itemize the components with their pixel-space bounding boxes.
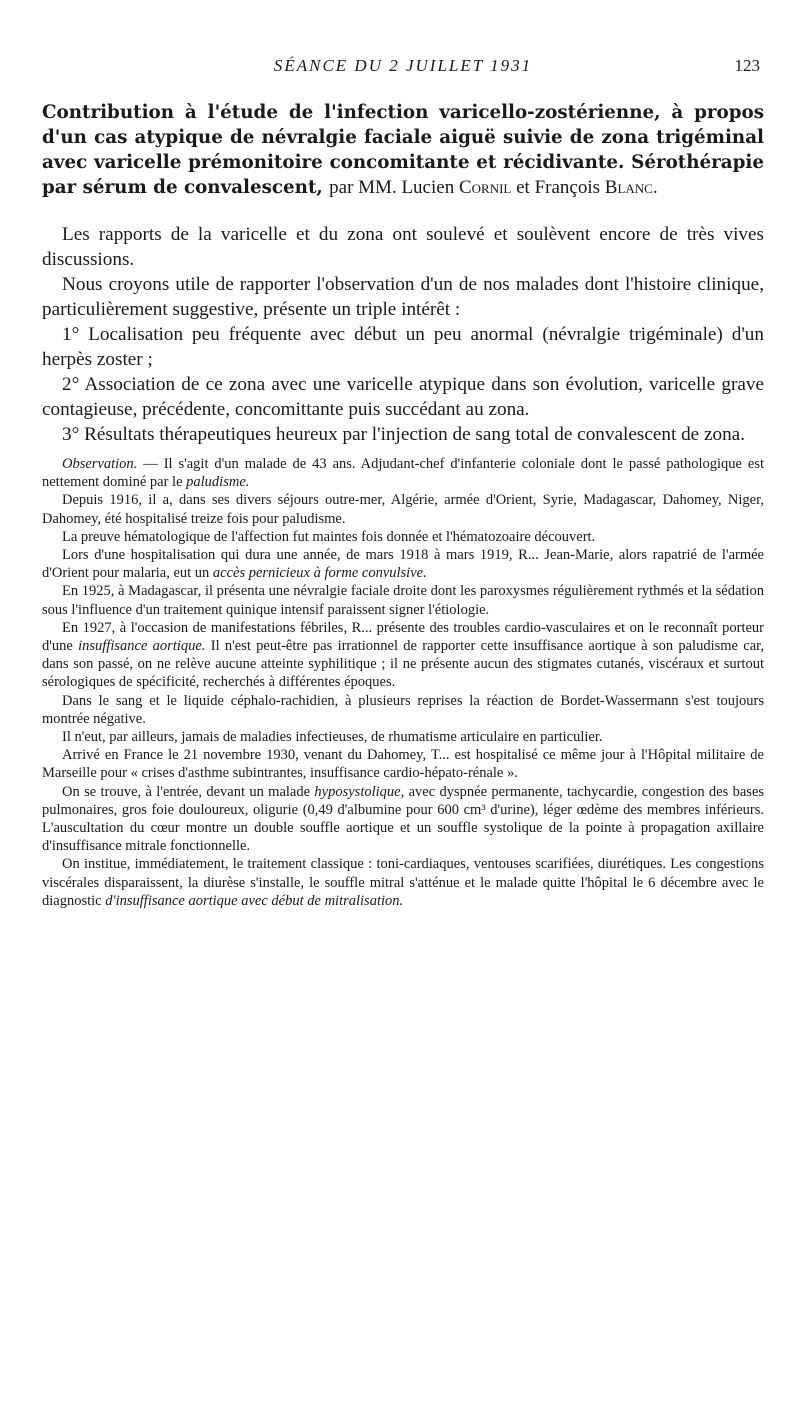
byline-et: et François [516,177,601,198]
observation-text: Il n'est peut-être pas irrationnel de rapporter cette insuffisance aortique à son paludisme car, dans son passé, on ne relève aucune atteinte syphilitique ; il ne présente aucun des stigmates cutanés, viscéraux et surtout sérologiques de spécificité, recherchés à différentes époques. [42,638,765,691]
intro-list-item: 3° Résultats thérapeutiques heureux par l'injection de sang total de convalescent de zona. [62,424,745,445]
observation-emphasis: insuffisance aortique. [78,638,206,655]
page-number: 123 [734,56,760,75]
observation-emphasis: paludisme. [186,474,250,491]
observation-emphasis: hyposystolique, [314,783,405,800]
author-blanc: Blanc. [604,177,658,198]
observation-paragraph: La preuve hématologique de l'affection fut maintes fois donnée et l'hématozoaire découvert. [62,528,596,545]
observation-text: On se trouve, à l'entrée, devant un malade [62,783,311,800]
intro-paragraph: Nous croyons utile de rapporter l'observation d'un de nos malades dont l'histoire clinique, particulièrement suggestive, présente un triple intérêt : [42,274,764,320]
intro-paragraph: Les rapports de la varicelle et du zona ont soulevé et soulèvent encore de très vives discussions. [42,224,764,270]
observation-label: Observation. [62,456,138,472]
observation-section [42,455,764,910]
observation-paragraph [42,546,764,582]
observation-text: avec dyspnée permanente, tachycardie, congestion des bases pulmonaires, gros foie douloureux, oligurie (0,49 d'albumine pour 600 cm³ d'urine), léger œdème des membres inférieurs. L'auscultation du cœur montre un double souffle aortique et un souffle systolique de la pointe à propagation axillaire d'insuffisance mitrale fonctionnelle. [42,783,765,855]
observation-text: — Il s'agit d'un malade de 43 ans. Adjudant-chef d'infanterie coloniale dont le passé pathologique est nettement dominé par le [42,456,764,491]
observation-paragraph [42,619,764,692]
observation-text: On institue, immédiatement, le traitement classique : toni-cardiaques, ventouses scarifiées, diurétiques. Les congestions viscérales disparaissent, la diurèse s'installe, le souffle mitral s'atténue et le malade quitte l'hôpital le 6 décembre avec le diagnostic [42,856,764,909]
observation-emphasis: d'insuffisance aortique avec début de mitralisation. [105,892,404,909]
byline-par: par MM. Lucien [329,177,455,198]
observation-paragraph: Arrivé en France le 21 novembre 1930, venant du Dahomey, T... est hospitalisé ce même jour à l'Hôpital militaire de Marseille pour « crises d'asthme subintrantes, insuffisance cardio-hépato-rénale ». [42,747,764,782]
observation-paragraph: En 1925, à Madagascar, il présenta une névralgie faciale droite dont les paroxysmes régulièrement rythmés et la sédation sous l'influence d'un traitement quinique intensif paraissent signer l'étiologie. [42,583,764,618]
observation-paragraph: Il n'eut, par ailleurs, jamais de maladies infectieuses, de rhumatisme articulaire en particulier. [62,729,603,746]
intro-list-item: 2° Association de ce zona avec une varicelle atypique dans son évolution, varicelle grave contagieuse, précédente, concomittante puis succédant au zona. [42,374,764,420]
observation-paragraph [42,855,764,910]
running-header [42,50,764,90]
running-title: SÉANCE DU 2 JUILLET 1931 [273,56,533,75]
observation-paragraph: Dans le sang et le liquide céphalo-rachidien, à plusieurs reprises la réaction de Bordet-Wassermann s'est toujours montrée négative. [42,692,764,727]
observation-text: En 1927, à l'occasion de manifestations fébriles, R... présente des troubles cardio-vasculaires et on le reconnaît porteur d'une [42,619,764,655]
observation-text: Lors d'une hospitalisation qui dura une année, de mars 1918 à mars 1919, R... Jean-Marie, alors rapatrié de l'armée d'Orient pour malaria, eut un [42,547,764,582]
observation-paragraph: Depuis 1916, il a, dans ses divers séjours outre-mer, Algérie, armée d'Orient, Syrie, Madagascar, Dahomey, Niger, Dahomey, été hospitalisé treize fois pour paludisme. [42,492,764,527]
observation-paragraph [42,783,764,856]
introduction [42,222,764,447]
author-cornil: Cornil [458,177,512,198]
observation-emphasis: accès pernicieux à forme convulsive. [212,565,427,582]
byline [329,177,657,198]
intro-list-item: 1° Localisation peu fréquente avec début un peu anormal (névralgie trigéminale) d'un herpès zoster ; [42,324,764,370]
article-title [42,100,764,200]
observation-paragraph [42,455,764,491]
article-title-text: Contribution à l'étude de l'infection varicello-zostérienne, à propos d'un cas atypique de névralgie faciale aiguë suivie de zona trigéminal avec varicelle prémonitoire concomitante et récidivante. Sérothérapie par sérum de convalescent, [42,102,764,198]
